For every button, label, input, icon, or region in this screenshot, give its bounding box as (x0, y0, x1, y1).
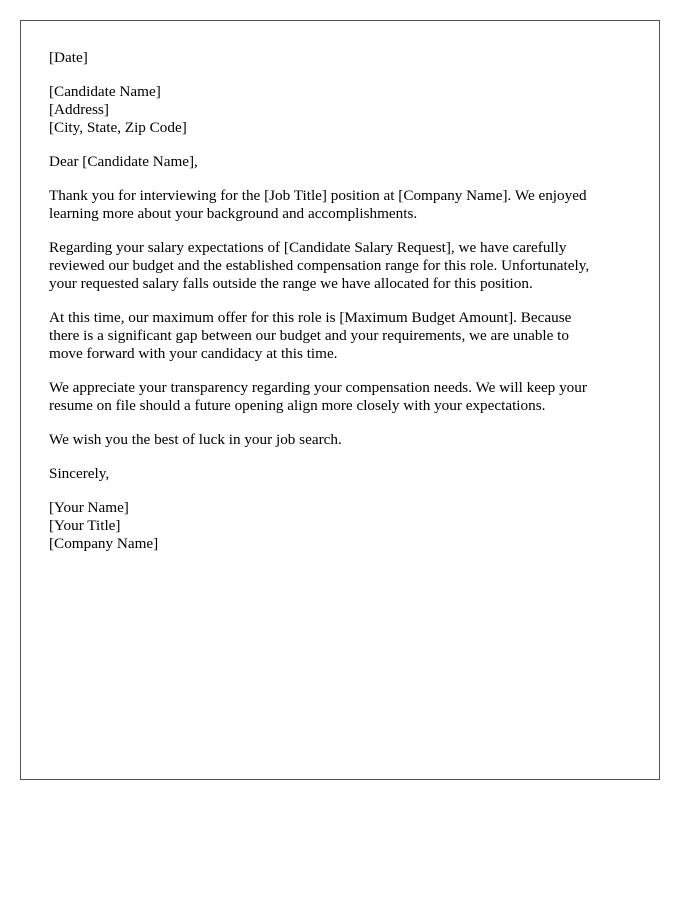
paragraph-best-wishes (49, 431, 639, 449)
paragraph-salary-expectations (49, 239, 639, 293)
signature-block (49, 499, 639, 553)
closing-block (49, 465, 639, 483)
closing: Sincerely, (49, 465, 110, 482)
paragraph-line: We appreciate your transparency regarding your compensation needs. We will keep your (49, 379, 587, 396)
paragraph-thanks (49, 187, 639, 223)
paragraph-line: reviewed our budget and the established compensation range for this role. Unfortunately, (49, 257, 590, 274)
letter-page (20, 20, 660, 780)
paragraph-line: move forward with your candidacy at this time. (49, 345, 338, 362)
paragraph-maximum-offer (49, 309, 639, 363)
letter-date: [Date] (49, 49, 88, 66)
letter-body (49, 49, 639, 569)
paragraph-line: At this time, our maximum offer for this role is [Maximum Budget Amount]. Because (49, 309, 572, 326)
signature-title: [Your Title] (49, 517, 121, 534)
paragraph-appreciation (49, 379, 639, 415)
signature-name: [Your Name] (49, 499, 129, 516)
date-block (49, 49, 639, 67)
recipient-address: [Address] (49, 101, 109, 118)
paragraph-line: learning more about your background and accomplishments. (49, 205, 418, 222)
recipient-city-state-zip: [City, State, Zip Code] (49, 119, 187, 136)
recipient-name: [Candidate Name] (49, 83, 161, 100)
paragraph-line: your requested salary falls outside the range we have allocated for this position. (49, 275, 533, 292)
paragraph-line: there is a significant gap between our budget and your requirements, we are unable to (49, 327, 569, 344)
paragraph-line: Regarding your salary expectations of [Candidate Salary Request], we have carefully (49, 239, 567, 256)
paragraph-line: resume on file should a future opening align more closely with your expectations. (49, 397, 546, 414)
salutation-block (49, 153, 639, 171)
paragraph-line: Thank you for interviewing for the [Job Title] position at [Company Name]. We enjoyed (49, 187, 587, 204)
salutation: Dear [Candidate Name], (49, 153, 198, 170)
signature-company: [Company Name] (49, 535, 159, 552)
paragraph-line: We wish you the best of luck in your job search. (49, 431, 342, 448)
recipient-address-block (49, 83, 639, 137)
